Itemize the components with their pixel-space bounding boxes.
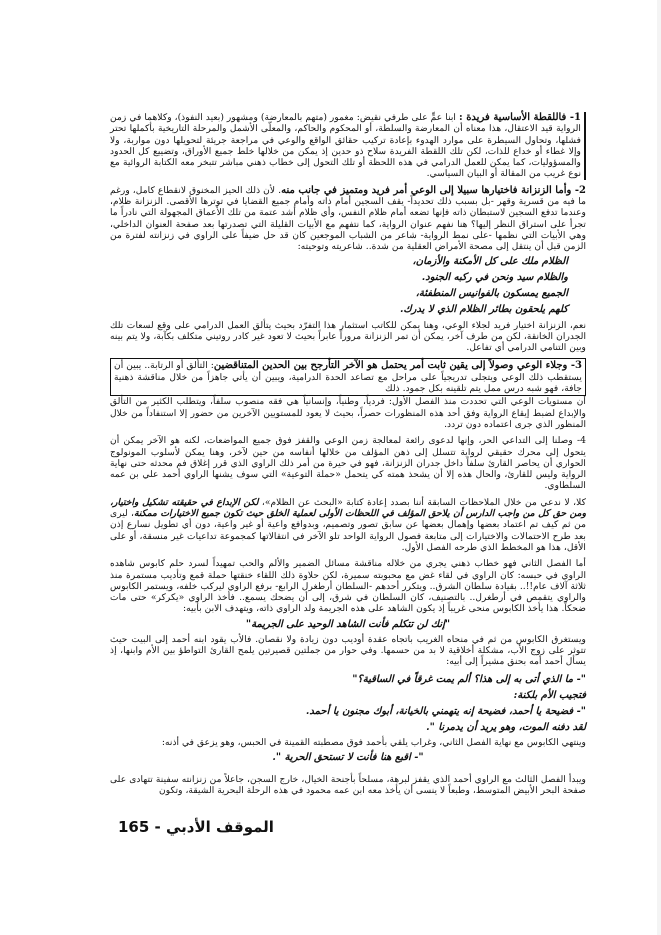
- dialogue-block: [110, 673, 586, 764]
- section-3-title: 3- وجلاء الوعي وصولاً إلى يقين ثابت أمر يحتمل هو الآخر التأرجح بين الحدين المتناقضين: [213, 360, 582, 372]
- section-1: [110, 112, 586, 180]
- poem-line: والظلام سيد ونحن في ركبه الجنود.: [421, 271, 568, 283]
- poem-line: الجميع يمسكون بالفوانيس المنطفئة،: [415, 287, 568, 299]
- creativity-lead: كلا، لا ندعي من خلال الملاحظات السابقة أننا بصدد إعادة كتابة «البحث عن الظلام»،: [261, 496, 586, 508]
- creativity-rest: ، ليرى من ثم كيف تم اعتماد بعضها وإهمال بعضها عن سابق تصور وتصميم، وبدوافع واعية أو غير واعية، دون أي تطويل نسارع إذن بعد طرح الاحتمالات والاختيارات إلى متابعة فصول الرواية الواحد تلو الآخر في انتقالاتها كمجموعة تداعيات غير منسقة، أو على الأقل، هذا هو المخطط الذي طرحه الفصل الأول.: [110, 508, 586, 553]
- creativity-text: [110, 497, 586, 553]
- dialogue-line: "- فضيحة يا أحمد، فضيحة إنه يتهمني بالخيانة، أبوك مجنون يا أحمد.: [305, 705, 586, 717]
- section-1-title: 1- فاللقطة الأساسية فريدة :: [458, 112, 582, 123]
- section-2-after: نعم، الزنزانة اختيار فريد لجلاء الوعي، وهنا يمكن للكاتب استثمار هذا التفرّد بحيث يتألق العمل الدرامي على وقع لسعات تلك الجدران الخانقة، لكن من طرف آخر، يمكن أن تمر الزنزانة مروراً عابراً بحيث لا تعود غير كادر روتيني متكلف بكآبة، ولا يتم بينه وبين التنامي الدرامي أي تفاعل.: [110, 319, 586, 354]
- section-4-text: 4- وصلنا إلى التداعي الحر، وإنها لدعوى رائعة لمعالجة زمن الوعي والقفز فوق جميع المواضعات، لكنه هو الآخر يمكن أن يتحول إلى محرك حقيقي لرواية تتسلل إلى ذهن المؤلف من خلالها أنفاسه من حين لآخر، وهنا يمكن لأسلوب المونولوج الحواري أن يحاصر القارئ سلفاً داخل جدران الزنزانة، فهو في حيرة من أمر ذلك الراوي الذي قرر إغلاق فم محدثه حتى نهاية الرواية وليس للقارئ، والحال هذه إلا أن يشحذ همته كي يتحمل «حملة التوعية» التي سوف يشنها الراوي أحمد علي بن عمه السلطاوي.: [110, 435, 586, 492]
- page-footer: الموقف الأدبي - 165: [118, 818, 274, 836]
- section-3: [110, 358, 586, 430]
- section-2-paragraph: [110, 185, 586, 253]
- chapter-two-text: أما الفصل الثاني فهو خطاب ذهني يجري من خلاله مناقشة مسائل الضمير والألم والحب تمهيداً لسرد حلم كابوس شاهده الراوي في حبسه: كان الراوي في لقاء غض مع محبوبته سميرة، لكن حلاوة ذلك اللقاء خنقتها حملة قمع وتأديب مستمرة منذ ثلاثة آلاف عام!!.. بقيادة سلطان الشرق.. ويتكرر أحدهم -السلطان أرطغرل الرابع- برفع الراوي ليركب خلفه، ويستمر الكابوس والراوي يتقمص في أرطغرل.. بالتصنيف، كان السلطان في شرق، إلى أن يضحك يسمع.. فأخذ الراوي «يكركر» حتى مات ضحكاً. هذا يأخذ الكابوس منحى غريباً إذ يكون الشاهد على هذه الجريمة ولد الراوي ذاته، ويتهدف الابن بأبيه:: [110, 558, 586, 615]
- chapter-three-text: ويبدأ الفصل الثالث مع الراوي أحمد الذي يقفز لبرهة، مسلحاً بأجنحة الخيال، خارج السجن، جاعلاً من زنزانته سفينة تتهادى على صفحة البحر الأبيض المتوسط، وطبعاً لا ينسى أن يأخذ معه ابن عمه محمود في هذه الرحلة البحرية الشيقة، وتكون: [110, 773, 586, 797]
- oedipus-text: ويستغرق الكابوس من ثم في منحاه الغريب باتجاه عقدة أوديب دون زيادة ولا نقصان. فالأب يقود ابنه أحمد إلى البيت حيث تتوثر على زوج الأب، مشكلة أخلاقية لا بد من حسمها. وفي حوار من جملتين قصيرتين يلمح القارئ التواطؤ بين الأم وابنها، إذ يسأل أحمد أمه بحنق مشيراً إلى أبيه:: [110, 633, 586, 668]
- freedom-quote: "- اقبع هنا فأنت لا تستحق الحرية ".: [272, 751, 424, 763]
- section-1-paragraph: [110, 112, 581, 180]
- section-2-text: . لأن ذلك الحيز المخنوق لانقطاع كامل، ورغم ما فيه من قسرية وقهر -بل بسبب ذلك تحديداً- يقف السجين أمام ذاته وأمام جميع القضايا في توترها الأقصى. الزنزانة ظلام، وعندما تدفع السجين لاستبطان ذاته فإنها تضعه أمام ظلام النفس، وأي ظلام أشد عتمة من تلك الأعماق المجهولة التي نادراً ما تجرأ على استراق النظر إليها؟ هنا نفهم عنوان الرواية، كما نتفهم مع الأبيات القليلة التي تصدرتها بعد صفحة العنوان الداخلي، وهي الأبيات التي نظمها -على نمط الرواية- شاعر من الشباب الموجعين كان قد حل ضيفاً على الراوي في زنزانته لفترة من الزمن قبل أن ينتقل إلى مصحة الأمراض العقلية من شدة.. شاعريته وتوحيته:: [110, 184, 586, 253]
- dialogue-line: "- ما الذي أتى به إلى هذا؟ ألم يمت غرقاً في الساقية؟": [352, 673, 586, 685]
- chapter-three-paragraph: [110, 774, 586, 797]
- section-4: [110, 435, 586, 491]
- section-3-after: أن مستويات الوعي التي تحددت منذ الفصل الأول: فردياً، وطنياً، وإنسانياً هي فقه منصوب سلفاً، ويتطلب الكثير من التألق والإبداع لضبط إيقاع الرواية وفق أحد هذه المنظورات حصراً، بحيث لا يعود للمستويين الآخرين من حضور إلا استنفاداً من خلال المنظور الذي جرى اعتماده دون تردد.: [110, 396, 586, 430]
- witness-quote: "إنك لن تتكلم فأنت الشاهد الوحيد على الجريمة": [245, 618, 451, 630]
- section-2: [110, 185, 586, 354]
- nightmare-end-text: وينتهي الكابوس مع نهاية الفصل الثاني، وغراب يلقي بأحمد فوق مصطبته القمينة في الحبس، وهو يزعق في أذنه:: [161, 736, 586, 748]
- chapter-two-paragraph: [110, 558, 586, 667]
- poem: [110, 255, 568, 316]
- article-body: [110, 112, 586, 801]
- creativity-paragraph: [110, 497, 586, 553]
- scan-edge: [657, 0, 661, 935]
- dialogue-line: لقد دفنه الموت، وهو يريد أن يدمرنا ".: [426, 721, 586, 733]
- dialogue-line: فتجيب الأم بلكنة:: [513, 689, 586, 701]
- section-3-paragraph: [110, 358, 586, 396]
- poem-line: الظلام ملك على كل الأمكنة والأزمان،: [412, 255, 568, 267]
- section-2-title: 2- وأما الزنزانة فاختيارها سبيلا إلى الوعي أمر فريد ومتميز في جانب منه: [281, 184, 587, 196]
- poem-line: كلهم يلحقون بطائر الظلام الذي لا يدرك.: [399, 303, 568, 315]
- creativity-emphasis: لكن الإبداع في حقيقته تشكيل واختيار، ومن حق كل من واجب الدارس أن يلاحق المؤلف في اللحظات الأولى لعملية الخلق حيث تكون جميع الاختيارات ممكنة: [110, 496, 587, 520]
- section-3-text: : التألق أو الرتابة.. يبين أن يستقطب ذلك الوعي ويتجلى تدريجياً على مراحل مع تصاعد الحدة الدرامية، ويبين أن يأتي جاهزاً من خلال مناقشة ذهنية جافة، فهو شبه درس ممل يتم تلقينه بكل جمود. ذلك: [114, 360, 582, 395]
- section-1-text: ابنا عمٍّ على طرفي نقيض: مغمور (متهم بالمعارضة) ومشهور (بعيد النفوذ)، وكلاهما في زمن الرواية قيد الاعتقال، هذا معناه أن المعارضة والسلطة، أو المحكوم والحاكم، والمعلّى الأشمل والمرحلة التاريخية بأكملها تحتر فشلها، وتحاول السيطرة على موارد الهدوء بإعادة تركيب حقائق الواقع والوعي في مراجعة جريئة لتحويلها دون مواربة، ولا وإلا غطاء أو خداع للذات، لكن تلك اللقطة الفريدة سلاح ذو حدين إذ يمكن من خلالها خلط جميع الأوراق، وتضييع كل الحدود والمسؤوليات، كما يمكن للعمل الدرامي في هذه اللحظة أو تلك التحول إلى خطاب ذهني مباشر تتبخر معه الكتابة الروائية مع نوع غريب من المقالة أو البيان السياسي.: [110, 112, 581, 180]
